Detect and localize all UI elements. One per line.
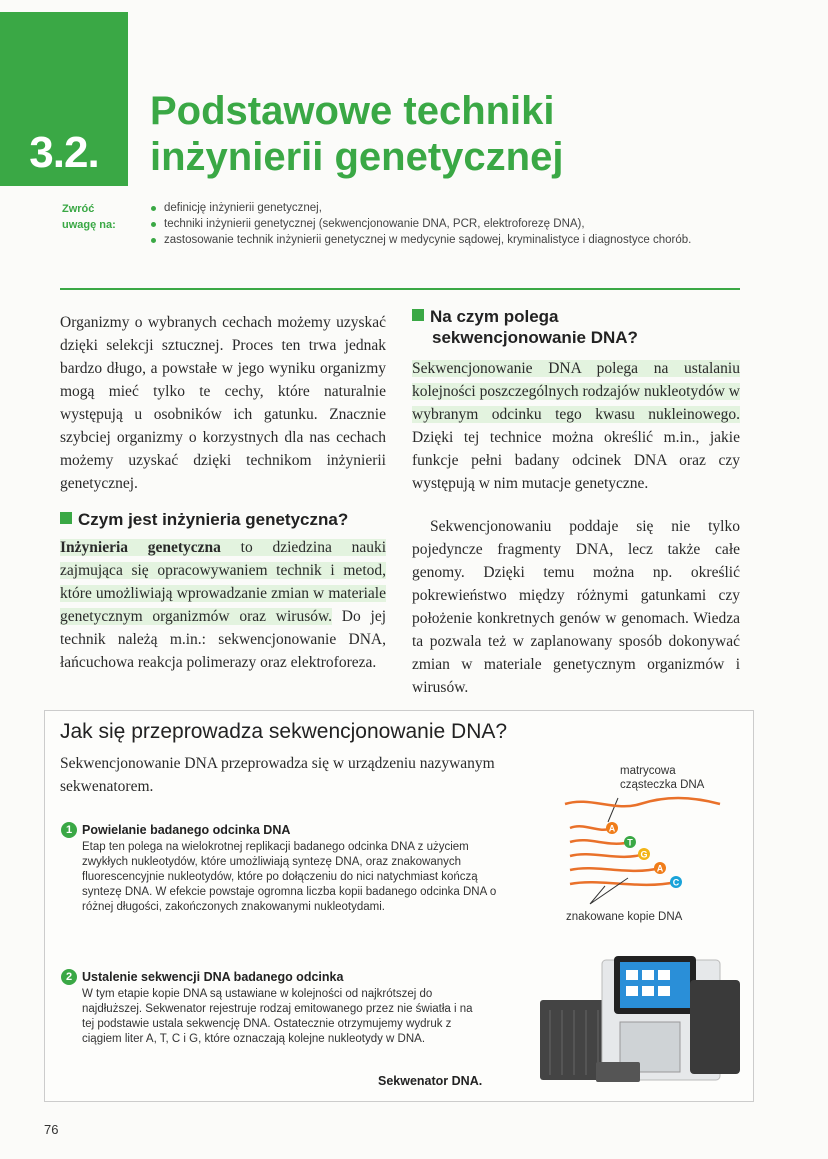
- notice-item: zastosowanie technik inżynierii genetycznej w medycynie sądowej, kryminalistyce i diagnostyce chorób.: [150, 232, 704, 248]
- heading-line1: Na czym polega: [430, 307, 559, 326]
- definition-rest: Do jej technik należą m.in.: sekwencjonowanie DNA, łańcuchowa reakcja polimerazy oraz elektroforeza.: [60, 608, 387, 671]
- section-heading-sequencing: [412, 306, 740, 348]
- definition-text: to dziedzina nauki zajmująca się opracowywaniem technik i metod, które umożliwiają wprowadzanie zmian w materiale genetycznym organizmów oraz wirusów.: [60, 539, 387, 625]
- chapter-title-line2: inżynierii genetycznej: [150, 135, 564, 179]
- heading-line2: sekwencjonowanie DNA?: [432, 328, 638, 347]
- notice-item: definicję inżynierii genetycznej,: [150, 200, 710, 216]
- nucleotide-letter: C: [672, 877, 680, 888]
- step-1-badge: 1: [61, 822, 77, 838]
- notice-label: [62, 201, 116, 233]
- nucleotide-letter: T: [627, 837, 633, 848]
- box-intro: Sekwencjonowanie DNA przeprowadza się w urządzeniu nazywanym sekwenatorem.: [60, 755, 495, 795]
- heading-square-icon: [60, 512, 72, 524]
- sequencer-screen: [620, 962, 690, 1008]
- pointer-line: [608, 798, 618, 822]
- copy-strand: [570, 854, 644, 857]
- copy-strand: [570, 882, 676, 885]
- sample-plate: [596, 1062, 640, 1082]
- template-label-line2: cząsteczka DNA: [620, 779, 705, 791]
- sequencing-highlight: Sekwencjonowanie DNA polega na ustalaniu kolejności poszczególnych rodzajów nukleotydów w wybranym odcinku tego kwasu nukleinowego.: [412, 360, 740, 423]
- sequencing-paragraph-2: Sekwencjonowaniu poddaje się nie tylko pojedyncze fragmenty DNA, lecz także całe genomy. Dzięki temu można np. określić pokrewieństwo między różnymi gatunkami czy położenie konkretnych genów w genomach. Wiedza ta pozwala też w zaplanowany sposób dokonywać zmian w materiale genetycznym organizmów i wirusów.: [412, 518, 740, 696]
- nucleotide-letter: A: [608, 823, 616, 834]
- chapter-number: 3.2.: [29, 128, 99, 177]
- notice-item: techniki inżynierii genetycznej (sekwencjonowanie DNA, PCR, elektroforezę DNA),: [150, 216, 710, 232]
- template-label-line1: matrycowa: [620, 765, 676, 777]
- chapter-title-line1: Podstawowe techniki: [150, 89, 555, 133]
- nucleotide-letter: G: [640, 849, 648, 860]
- notice-label-line2: uwagę na:: [62, 219, 116, 231]
- template-strand: [565, 798, 720, 806]
- page-number: 76: [44, 1122, 59, 1137]
- step-1-text: Etap ten polega na wielokrotnej replikacji badanego odcinka DNA z użyciem zwykłych nukleotydów, które umożliwiają syntezę DNA, oraz znakowanych fluorescencyjnie nukleotydów, które po dołączeniu do nici natychmiast kończą syntezę DNA. W efekcie powstaje ogromna liczba kopii badanego odcinka DNA o różnej długości, zakończonych znakowanymi nukleotydami.: [82, 841, 497, 913]
- heading-square-icon: [412, 309, 424, 321]
- sequencer-side-unit: [690, 980, 740, 1074]
- labeled-copies-label: znakowane kopie DNA: [566, 911, 683, 923]
- section-heading-genetic-engineering: [60, 509, 386, 530]
- image-caption: Sekwenator DNA.: [378, 1074, 483, 1088]
- definition-term: Inżynieria genetyczna: [60, 539, 221, 556]
- intro-paragraph: Organizmy o wybranych cechach możemy uzyskać dzięki selekcji sztucznej. Proces ten trwa jednak bardzo długo, a powstałe w jego wyniku organizmy mogą mieć tylko te cechy, które naturalnie występują u osobników ich gatunku. Znacznie szybciej organizmy o korzystnych dla nas cechach możemy uzyskać dzięki technikom inżynierii genetycznej.: [60, 314, 386, 492]
- chapter-title: [150, 88, 563, 180]
- copy-strand: [570, 826, 612, 829]
- dna-copies-diagram: [560, 770, 740, 910]
- step-2-badge: 2: [61, 969, 77, 985]
- sequencing-rest: Dzięki tej technice można określić m.in., jakie funkcje pełni badany odcinek DNA oraz czy występują w nim mutacje genetyczne.: [412, 429, 740, 492]
- step-2-title: Ustalenie sekwencji DNA badanego odcinka: [82, 970, 344, 984]
- box-title: Jak się przeprowadza sekwencjonowanie DNA?: [60, 720, 508, 743]
- section-divider: [60, 288, 740, 290]
- step-2-text: W tym etapie kopie DNA są ustawiane w kolejności od najkrótszej do najdłuższej. Sekwenator rejestruje rodzaj emitowanego przez nie światła i na tej podstawie ustala sekwencję DNA. Ostatecznie otrzymujemy wydruk z ciągiem liter A, T, C i G, które oznaczają kolejne nukleotydy w DNA.: [82, 988, 473, 1045]
- sequencing-paragraph-1: [412, 357, 740, 495]
- notice-label-line1: Zwróć: [62, 203, 95, 215]
- step-1-title: Powielanie badanego odcinka DNA: [82, 823, 291, 837]
- copy-strand: [570, 868, 660, 871]
- nucleotide-letter: A: [656, 863, 664, 874]
- heading-text: Czym jest inżynieria genetyczna?: [78, 510, 349, 529]
- notice-list: [150, 200, 710, 248]
- definition-paragraph: [60, 536, 386, 674]
- copy-strand: [570, 840, 630, 843]
- dna-sequencer-image: [540, 950, 740, 1090]
